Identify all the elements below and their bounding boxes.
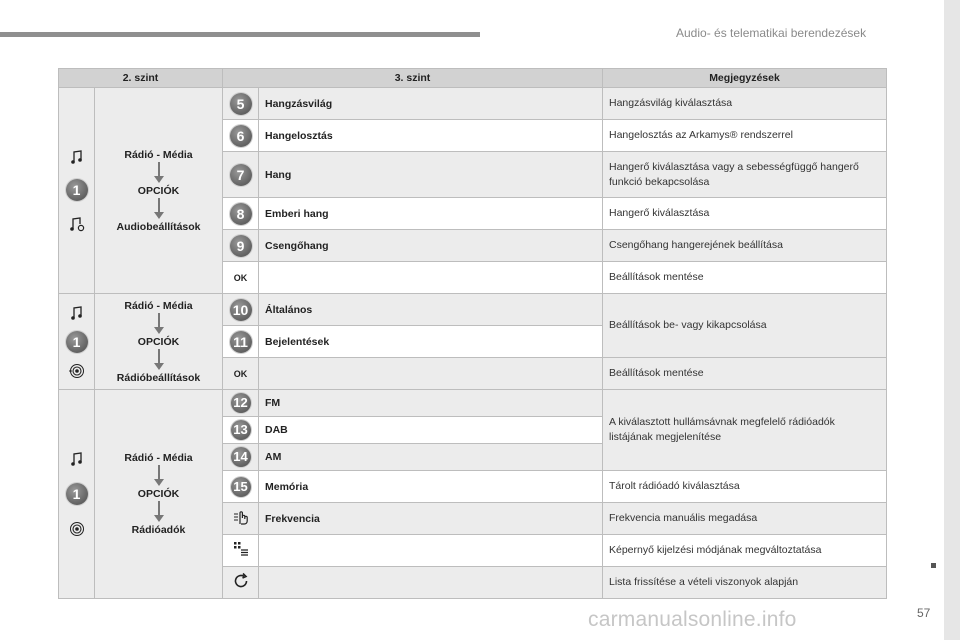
touch-hand-icon <box>231 507 251 527</box>
ok-label: OK <box>223 262 259 294</box>
item-label: Memória <box>259 471 603 503</box>
item-label <box>259 262 603 294</box>
item-label <box>259 358 603 390</box>
item-label: Csengőhang <box>259 230 603 262</box>
item-label: Hang <box>259 152 603 198</box>
page-number: 57 <box>917 606 931 620</box>
item-label <box>259 535 603 567</box>
item-number-badge: 9 <box>230 235 252 257</box>
item-note: Frekvencia manuális megadása <box>603 503 887 535</box>
radio-signal-icon <box>69 521 85 537</box>
watermark: carmanualsonline.info <box>588 608 797 631</box>
path-step: OPCIÓK <box>137 335 180 348</box>
item-number-badge: 8 <box>230 203 252 225</box>
item-label: Hangelosztás <box>259 120 603 152</box>
down-arrow-icon <box>153 349 165 371</box>
item-note: Hangzásvilág kiválasztása <box>603 88 887 120</box>
path-step: Rádióadók <box>131 524 186 536</box>
item-number-badge: 12 <box>231 393 251 413</box>
menu-path-radio-settings <box>95 294 223 390</box>
page-header-title: Audio- és telematikai berendezések <box>676 26 867 40</box>
item-note: Képernyő kijelzési módjának megváltoztatása <box>603 535 887 567</box>
path-step: Audiobeállítások <box>116 220 201 233</box>
item-label: DAB <box>259 417 603 444</box>
item-note: Beállítások mentése <box>603 262 887 294</box>
item-note: Beállítások mentése <box>603 358 887 390</box>
path-step: Rádióbeállítások <box>116 371 201 384</box>
item-number-badge: 5 <box>230 93 252 115</box>
item-number-badge: 11 <box>230 331 252 353</box>
down-arrow-icon <box>153 465 165 487</box>
item-label: Általános <box>259 294 603 326</box>
step-badge: 1 <box>66 483 88 505</box>
down-arrow-icon <box>153 198 165 220</box>
radio-signal-settings-icon <box>67 363 87 379</box>
table-row <box>59 390 887 417</box>
step-badge: 1 <box>66 179 88 201</box>
item-note: Beállítások be- vagy kikapcsolása <box>603 294 887 358</box>
step-badge: 1 <box>66 331 88 353</box>
item-note: Tárolt rádióadó kiválasztása <box>603 471 887 503</box>
item-number-badge: 15 <box>231 477 251 497</box>
item-label: Hangzásvilág <box>259 88 603 120</box>
music-note-icon <box>69 149 85 165</box>
ok-label: OK <box>223 358 259 390</box>
table-row <box>59 88 887 120</box>
header-bar <box>0 32 480 37</box>
down-arrow-icon <box>153 313 165 335</box>
page-edge-strip <box>944 0 960 640</box>
item-label: FM <box>259 390 603 417</box>
item-note: Lista frissítése a vételi viszonyok alapján <box>603 567 887 599</box>
refresh-arrow-icon <box>231 571 251 591</box>
item-number-badge: 6 <box>230 125 252 147</box>
item-label: Frekvencia <box>259 503 603 535</box>
settings-table <box>58 68 887 599</box>
music-note-icon <box>69 451 85 467</box>
item-number-badge: 14 <box>231 447 251 467</box>
menu-path-radio <box>95 390 223 599</box>
item-label <box>259 567 603 599</box>
item-note: Csengőhang hangerejének beállítása <box>603 230 887 262</box>
column-header-level2: 2. szint <box>59 69 223 88</box>
item-number-badge: 13 <box>231 420 251 440</box>
group-icons-radio-settings <box>59 294 95 390</box>
path-step: Rádió - Média <box>124 299 193 312</box>
table-header-row <box>59 69 887 88</box>
item-label: Emberi hang <box>259 198 603 230</box>
down-arrow-icon <box>153 162 165 184</box>
column-header-level3: 3. szint <box>223 69 603 88</box>
item-note: Hangelosztás az Arkamys® rendszerrel <box>603 120 887 152</box>
down-arrow-icon <box>153 501 165 523</box>
item-note: Hangerő kiválasztása <box>603 198 887 230</box>
item-label: Bejelentések <box>259 326 603 358</box>
group-icons-radio <box>59 390 95 599</box>
item-note: A kiválasztott hullámsávnak megfelelő rádióadók listájának megjelenítése <box>603 390 887 471</box>
path-step: OPCIÓK <box>137 184 180 197</box>
path-step: Rádió - Média <box>124 148 193 161</box>
menu-path-audio <box>95 88 223 294</box>
item-note: Hangerő kiválasztása vagy a sebességfüggő hangerő funkció bekapcsolása <box>603 152 887 198</box>
item-label: AM <box>259 444 603 471</box>
music-note-icon <box>69 305 85 321</box>
group-icons-audio <box>59 88 95 294</box>
column-header-notes: Megjegyzések <box>603 69 887 88</box>
section-marker <box>931 563 936 568</box>
music-settings-icon <box>68 215 86 233</box>
grid-list-icon <box>231 539 251 559</box>
table-row <box>59 294 887 326</box>
item-number-badge: 7 <box>230 164 252 186</box>
path-step: OPCIÓK <box>137 488 180 500</box>
path-step: Rádió - Média <box>124 452 193 464</box>
item-number-badge: 10 <box>230 299 252 321</box>
